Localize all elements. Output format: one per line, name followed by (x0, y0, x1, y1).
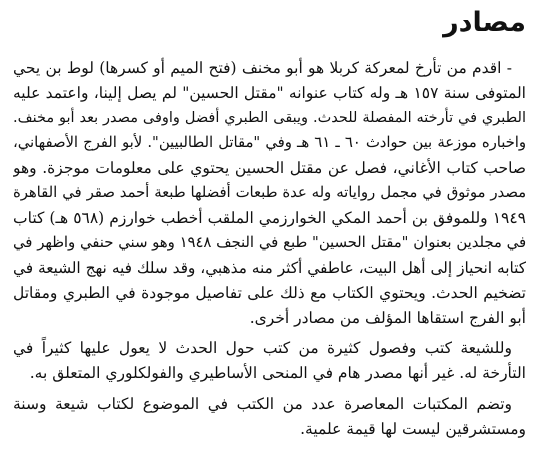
text-line: وتضم المكتبات المعاصرة عدد من الكتب في الموضوع لكتاب شيعة وسنة (13, 395, 512, 413)
text-line: وللشيعة كتب وفصول كثيرة من كتب حول الحدث لا يعول عليها كثيراً في (13, 339, 512, 357)
text-line: في مجلدين بعنوان "مقتل الحسين" طبع في النجف ١٩٤٨ وهو سني حنفي واظهر في (13, 234, 526, 251)
text-line: صاحب كتاب الأغاني، فصل عن مقتل الحسين يحتوي على معلومات موجزة. وهو (13, 159, 526, 177)
text-line: واخباره موزعة بين حوادث ٦٠ ـ ٦١ هـ وفي "مقاتل الطالبيين". لأبو الفرج الأصفهاني، (13, 134, 526, 151)
text-line: ١٩٤٩ وللموفق بن أحمد المكي الخوارزمي الملقب أخطب خوارزم (٥٦٨ هـ) كتاب (13, 209, 526, 227)
page-title: مصادر (443, 7, 526, 38)
text-line: الطبري في تأرخته المفصلة للحدث. ويبقى الطبري أفضل واوفى مصدر بعد أبو مخنف. (13, 110, 526, 126)
text-line: - اقدم من تأرخ لمعركة كربلا هو أبو مخنف (فتح الميم أو كسرها) لوط بن يحي (13, 59, 512, 77)
text-line: تضخيم الحدث. ويحتوي الكتاب مع ذلك على تفاصيل موجودة في الطبري ومقاتل (13, 284, 526, 302)
text-line: المتوفى سنة ١٥٧ هـ وله كتاب عنوانه "مقتل الحسين" لم يصل إلينا، واعتمد عليه (13, 84, 526, 102)
text-line: كتابه انحياز إلى أهل البيت، عاطفي أكثر منه مذهبي، وقد سلك فيه نهج الشيعة في (13, 259, 526, 277)
text-line: مصدر موثوق في مجمل رواياته وله عدة طبعات أفضلها طبعة أحمد صقر في القاهرة (13, 184, 526, 201)
text-line: أبو الفرج استقاها المؤلف من مصادر أخرى. (249, 309, 526, 327)
text-line: ومستشرقين ليست لها قيمة علمية. (300, 420, 526, 438)
text-line: التأرخة له. غير أنها مصدر هام في المنحى الأساطيري والفولكلوري المتعلق به. (29, 364, 526, 382)
